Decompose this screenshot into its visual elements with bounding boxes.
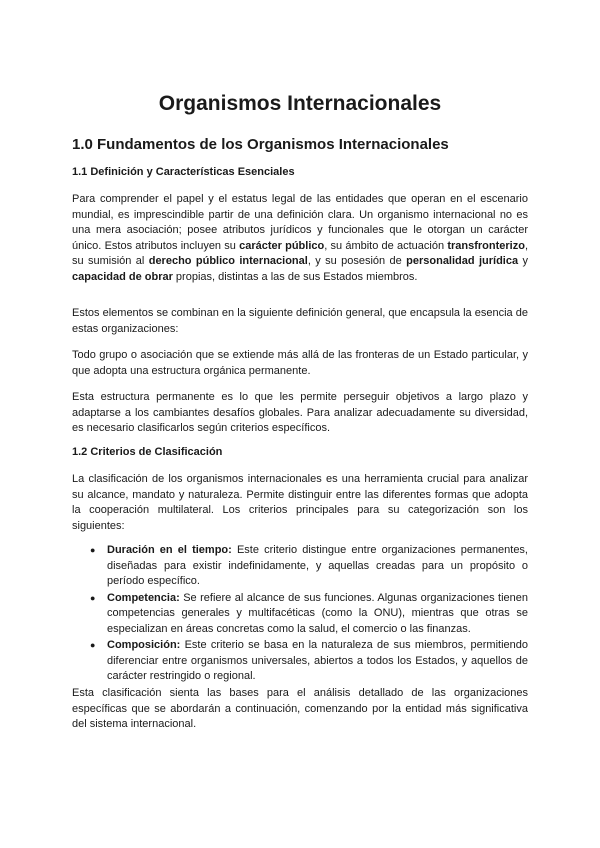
criterion-term: Competencia:	[107, 591, 180, 604]
page-title: Organismos Internacionales	[158, 92, 442, 115]
list-item	[72, 638, 528, 685]
bold-term-personalidad-juridica: personalidad jurídica	[406, 255, 519, 267]
text-run: y	[518, 255, 528, 267]
bullet-icon: ●	[90, 640, 96, 650]
paragraph-definition	[72, 192, 528, 285]
criterion-text: Este criterio distingue entre organizaciones permanentes, diseñadas para existir indefinidamente, y aquellas creadas para un propósito o período específico.	[107, 544, 528, 587]
text-run: propias, distintas a las de sus Estados miembros.	[172, 270, 418, 283]
text-run: Para comprender el papel y el estatus legal de las entidades que operan en el escenario mundial, es imprescindible partir de una definición clara. Un organismo internacional no es una mera asociación; posee atributos jurídicos y funcionales que le otorgan un carácter único. Estos atributos incluyen su	[72, 193, 528, 252]
criterion-text: Este criterio se basa en la naturaleza de sus miembros, permitiendo diferenciar entre organismos universales, abiertos a todos los Estados, y aquellos de carácter restringido o regional.	[107, 639, 528, 682]
section-heading-1-0: 1.0 Fundamentos de los Organismos Internacionales	[72, 136, 449, 153]
criterion-term: Composición:	[107, 639, 181, 651]
bold-term-derecho-publico: derecho público internacional	[148, 255, 308, 267]
text-run: , y su posesión de	[307, 255, 407, 267]
text-run: , su ámbito de actuación	[324, 239, 448, 252]
text-run: , su sumisión al	[72, 239, 528, 267]
list-item	[72, 591, 528, 638]
criterion-text: Se refiere al alcance de sus funciones. Algunas organizaciones tienen competencias generales y multifacéticas (como la ONU), mientras que otras se especializan en áreas concretas como la salud, el comercio o las finanzas.	[107, 591, 528, 635]
bold-term-transfronterizo: transfronterizo	[447, 239, 525, 252]
paragraph-general-definition: Todo grupo o asociación que se extiende más allá de las fronteras de un Estado particular, y que adopta una estructura orgánica permanente.	[72, 349, 528, 377]
bullet-icon: ●	[90, 592, 96, 603]
subsection-heading-1-1: 1.1 Definición y Características Esenciales	[72, 166, 295, 178]
bold-term-capacidad-de-obrar: capacidad de obrar	[72, 270, 173, 283]
paragraph-elements: Estos elementos se combinan en la siguiente definición general, que encapsula la esencia de estas organizaciones:	[72, 307, 528, 335]
criterion-term: Duración en el tiempo:	[107, 544, 232, 556]
criteria-list	[72, 543, 528, 685]
list-item	[72, 543, 528, 590]
bullet-icon: ●	[90, 545, 96, 555]
paragraph-conclusion: Esta clasificación sienta las bases para el análisis detallado de las organizaciones específicas que se abordarán a continuación, comenzando por la entidad más significativa del sistema internacional.	[72, 687, 528, 730]
bold-term-caracter-publico: carácter público	[239, 239, 325, 252]
subsection-heading-1-2: 1.2 Criterios de Clasificación	[72, 446, 223, 458]
paragraph-classification-intro: La clasificación de los organismos internacionales es una herramienta crucial para analizar su alcance, mandato y naturaleza. Permite distinguir entre las diferentes formas que adopta la cooperación multilateral. Los criterios principales para su categorización son los siguientes:	[72, 473, 528, 532]
paragraph-permanent-structure: Esta estructura permanente es lo que les permite perseguir objetivos a largo plazo y adaptarse a los cambiantes desafíos globales. Para analizar adecuadamente su diversidad, es necesario clasificarlos según criterios específicos.	[72, 391, 528, 434]
